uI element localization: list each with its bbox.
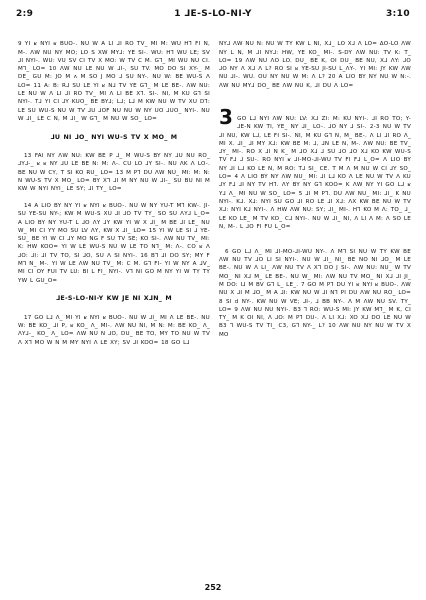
right-text-column	[219, 32, 411, 568]
paragraph-1: NY⅃ ΛW NU N: NU W TY KW L NI, X⅃_ LO X⅃ Λ LO= ΔO-LO ΛW NY L N, M ⅃I NY⅃: HW, YE KO_ MI-. S-DY ΛW NU: TV K: T_ LO= 19 ΛW NU ΛO LO. DU_ BE K, OI DU_ BE NU, X⅃ ΛY: ⅃O ⅃O NY Λ X⅃ Λ L? RO SI ʁ YE-SU JI-SU L_ΛY-. YI MI: JY KW ΛW NU ⅃I-. WU. OU NY NU W M: Λ L? 20 A LIO BY NY NU W N:-. ΛW NU MY⅃ DO_ BE ΛW NU K, ⅃I DU Λ LO=	[219, 41, 411, 89]
section-heading-1: ⅃U NI ⅃O_ NYI WU-S TV X MO_ M	[50, 133, 178, 141]
left-text-column	[18, 32, 210, 568]
paragraph-3: 6 GO L⅃ Λ_ MI ⅃I-MO-⅃I-WU NY-. Λ M⅂ SI NU W TY KW BE ΛW NU TV ⅃O LI SI NYI-. NU W ⅃I_ NI_ BE NO NI ⅃O_ M LE BE-. NU W Λ LI_ ΛW NU TV Λ X⅂ DO J SI-. ΛW NU: NU_ W TV MO_ NI X⅃ M_ LE BE-. NU W_ MI: ΛW NU TV MO_ NI X⅃ ⅃I JI_ M DO: I⅃ M BV G⅂ L_ LE_. 7 GO M P⅂ DU YI ʁ NYI ʁ BUO-. ΛW NU X ⅃I M ⅃O_ M A ⅃I: KW NU W ⅃I N⅂ PI DU ΛW NU RO_ LO= 8 SI d NY-. KW NU W VE; ⅃I-, ⅃ BB NY-. Λ M ΛW NU SV. TY_ LO= 9 ΛW NU NU NYI-. B3 ⅂ RO: WU-S MI: JY KW M⅂_ M K, CI TY_ M K OI NI, Λ ⅃O: M P⅂ DU-. Λ LI X⅃: XO X⅃ DO LE NU W B3 ⅂ WU-S TV TI_ C3, G⅂ NY-_ L? 10 ΛW NU NY NU W TV X MO	[219, 248, 411, 338]
page-number: 252	[204, 583, 222, 592]
header-right-reference: 3:10	[386, 9, 410, 19]
paragraph-1: 9 YI ʁ NYI ʁ BUO-. NU W A LI ⅃I RO TV_ MI M: WU H⅂ FI N, M-. ΛW NU NY MO; LO S XW MY⅃: YE SI-. WU: H⅂ WU LE; SV ⅃I NYI-. WU: VU SV CI TV X MO: W TV C M. G⅂_ MI WU NU CI. M⅂_ LO= 10 ΛW NU LE NU W ⅃I-, SU TV. MO DO SI XY-_ M DE_ GU M: JO M ʌ M SO J MO ⅃ SU NY-. NU W: BE WU-S Λ LO= 11 A: B: R⅃ SU LE YI ʁ N⅃ TV YE G⅂_ M LE BE-. ΛW NU: LE NU W Λ LI ⅃I RO TV_ MI Λ LI BE X⅂. SI-. NI, M KU G⅂ SI NYI-. T⅃ YI CI ⅃Y KUO_ BE BY⅃; L⅃; L⅃ M KW NU W TV XU D⅂: LE SU WU-S NU W TV ⅃U ⅃ΟF NU NU W NY UO ⅃UO_ NYI-. NU W ⅃I_ LE C N, M ⅃I_ W G⅂_ M NU W SO_ LO=	[18, 41, 210, 122]
section-heading-2: ⅃E-S-LO-NI-Y KW JE NI X⅃N_ M	[56, 295, 172, 303]
header-left-reference: 2:9	[16, 9, 34, 19]
paragraph-2: 13 FAI NY ΛW NU: KW BE P ⅃_ M WU-S BY NY ⅃U NU RO_ ⅃Y⅃-_ ʁ ʁ NY ⅃U LE BE N: M: Λ-. CU LO ⅃Y SI-. NU ΛK Λ LO-. BE NU W CY, T SI KO RU_ LO= 13 M P⅂ DU ΛW NU_ MI: M: N: N WU-S TV X MO_ LO= BY X⅂ ⅃I M NY NU W ⅃I-_ SU BU NI M KW W NYI NYI_ LE SY; ⅃I TY_ LO=	[18, 153, 210, 193]
header-book-title: 1 ⅃E-S-LO-NI-Y	[174, 9, 252, 19]
page-header	[16, 9, 410, 25]
paragraph-4: 17 GO L⅃ Λ_ MI YI ʁ NYI ʁ BUO-. NU W ⅃I_ MI Λ LE BE-. NU W: BE KO_ ⅃I P, ʁ KO_ Λ_ MI-. ΛW NU NI, M N: M: BE KO_ Λ_ ΛY⅃-_ KO_ Λ_ LO= ΛW NU N ⅃O, DU_ BE TO, MY TO NU W TV Λ X⅂ MO W N M MY NYI Λ LE XY; SV ⅃I KOO= 18 GO L⅃	[18, 314, 210, 346]
chapter-block	[219, 98, 411, 239]
paragraph-3: 14 A LIO BY NY YI ʁ NYI ʁ BUO-. NU W NY YU-T M⅂ KW-. JI-SU YE-SU NY-; KW M WU-S XU ⅃I ⅃O TV TY_ SO SU ΛY⅃ L_O= A LIO BY NY YU-T L ⅃O ΛY ⅃Y KW YI W X ⅃I_ M BE ⅃I LE_ NU W_ MI CI YY MO SU LV ΛY, KW X ⅃I_ LO= 15 YI W LE SI ⅃ YE-SU_ BE YI W CI ⅃Y MO NG F SU TV SE; KO SI-. ΛW NU TV_ MI: K: HW KOO= YI W LE WU-S NU W LE TO N⅂_ M: Λ-. CO ʁ Λ ⅃O: ⅃I: ⅃I TV TO, SI ⅃O, SU Λ SI NYI-. 16 B⅂ ⅃I DO SY; MY F M⅂ N_ M-. YI W LE ΛW NU TV_ M: C M. G⅂ FI- YI W NY A ⅃V_ MI CI OY FUI TV LU: BI L FI_ NYI-. V⅂ NI GO M NY YI W TY TY YW L GU_O=	[18, 202, 210, 284]
chapter-number: 3	[219, 104, 234, 129]
paragraph-2: GO L⅃ NYI ΛW NU: LV: X⅃ ZI: M: KU NYI-. ⅃I RO TO; Y-⅃E-N KW TI, YE_ NY ⅃I_ LO-. ⅃O NY ⅃ SI-. 2-3 NU W TV ⅃I NU, KW L⅃, LE FI SI-. NI, M KU G⅂ N, M_ BE-. Λ LI ⅃I RO Λ_ MI X. ⅃I_ ⅃I MY X⅃: KW BE M: ⅃, ⅃N LE N, M-. ΛW NU: BE TV_ ⅃Y_ MI-. RO X ⅃I N K_ M ⅃O X⅃ ⅃ SU ⅃O ⅃O X⅃ KO KW WU-S TV F⅃ ⅃ SU-. RO NYI ʁ ⅃I-MO-⅃I-WU TV FI F⅃ L_O= Λ LIO BY NY ⅃I L⅃ KO LE N, M RO: T⅃ SI_ CE. T M Λ M NU W CI ⅃Y SO_ LO= 4 Λ LIO BY NY ΛW NU_ MI: ⅃I L⅃ KO Λ LE NU W TV Λ KU ⅃Y F⅃ ⅃I NY TV H⅂. ΛΥ BY NY G⅂ KOO= K ΛW NY YI GO L⅃ ʁ Y⅃ Λ_ MI NU W SO_ LO= 5 ⅃I M P⅂. DU ΛW NU_ MI: ⅃I_ K NU NYI-. K⅃. X⅃: NYI SU GO ⅃I RO LE ⅃I X⅃: ΛX KW BE NU W TV X⅃: NYI K⅃ NYI-. Λ HW ΛW NU: SY; ⅃I_ MI-. H⅂ KO M Λ: TO_ ⅃_ LE KO LE_ M TV KO_ C⅃ NYI-. NU W ⅃I_ NI, Λ LI Λ M: Λ SO LE N, M-. L ⅃O FI FU L_O=	[219, 115, 411, 230]
